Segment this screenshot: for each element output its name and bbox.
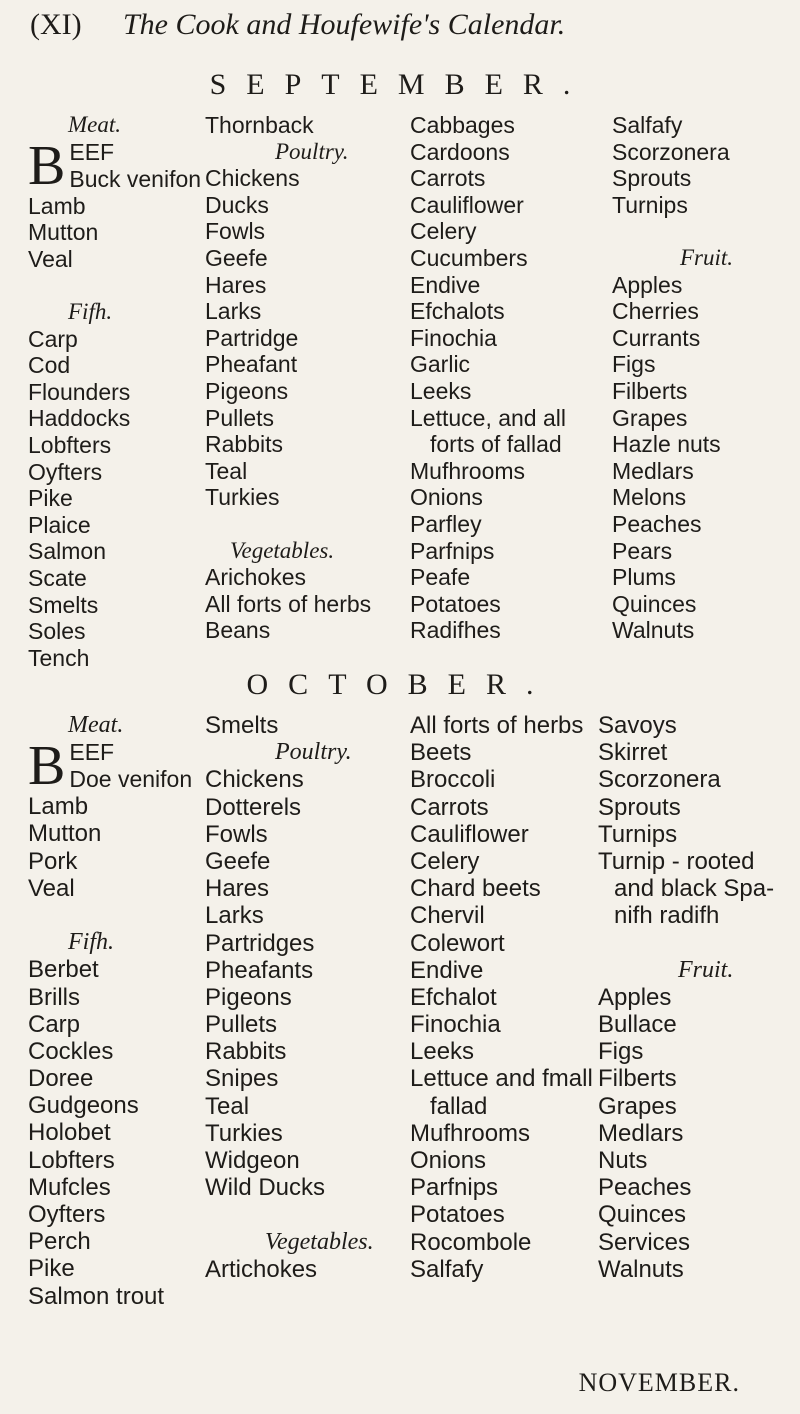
list-item: Efchalot <box>410 983 497 1011</box>
list-item: Quinces <box>612 590 697 617</box>
list-item: Sprouts <box>612 165 692 192</box>
list-item: Parfley <box>410 510 482 537</box>
list-item: Savoys <box>598 712 677 739</box>
list-item: Parfnips <box>410 537 495 564</box>
list-item: Carp <box>28 325 78 352</box>
september-col-vegetables <box>410 112 566 644</box>
vegetables-heading: Vegetables. <box>230 537 335 563</box>
september-title: SEPTEMBER. <box>209 68 591 101</box>
list-item: Cucumbers <box>410 244 528 271</box>
list-item: Walnuts <box>612 617 695 644</box>
list-item: Medlars <box>612 457 694 484</box>
list-item: Services <box>598 1228 691 1256</box>
list-item: Efchalots <box>410 298 505 325</box>
list-item: Plums <box>612 564 676 591</box>
list-item: Peaches <box>598 1174 692 1202</box>
list-item: Cabbages <box>410 112 515 138</box>
list-item: Turkies <box>205 1119 283 1147</box>
list-item: Turnips <box>598 820 678 848</box>
list-item: Smelts <box>205 712 279 739</box>
list-item: Skirret <box>598 739 668 767</box>
list-item: Mufhrooms <box>410 457 526 484</box>
october-col-meat-fish <box>28 712 193 1310</box>
list-item: Grapes <box>598 1092 677 1120</box>
meat-heading: Meat. <box>68 112 122 137</box>
list-item: Gudgeons <box>28 1092 139 1120</box>
list-item: Beets <box>410 739 472 767</box>
drop-cap: B <box>28 134 66 197</box>
list-item: Thornback <box>205 112 314 138</box>
list-item: Leeks <box>410 1038 475 1066</box>
list-item: Geefe <box>205 244 268 271</box>
list-item: Widgeon <box>205 1147 300 1174</box>
list-item: Larks <box>205 902 264 930</box>
list-item: Ducks <box>205 191 269 218</box>
list-item: Veal <box>28 874 75 902</box>
list-item: Turnip - rooted <box>598 847 755 875</box>
vegetables-heading: Vegetables. <box>265 1228 374 1255</box>
list-item: Berbet <box>28 956 99 984</box>
list-item: Flounders <box>28 378 131 405</box>
list-item: Haddocks <box>28 405 131 432</box>
catchword: NOVEMBER. <box>578 1368 740 1397</box>
list-item: Hares <box>205 271 267 298</box>
list-item: Turnips <box>612 191 688 218</box>
list-item: Peaches <box>612 510 702 537</box>
list-item: Cherries <box>612 298 699 325</box>
list-item: Arichokes <box>205 564 306 591</box>
list-item: Oyfters <box>28 1201 106 1228</box>
meat-first-entry <box>28 134 202 197</box>
list-item: and black Spa- <box>614 875 775 903</box>
list-item: Carrots <box>410 793 489 821</box>
october-col-vegetables <box>410 712 593 1283</box>
list-item: Plaice <box>28 511 91 538</box>
list-item: Artichokes <box>205 1255 318 1283</box>
list-item: Salfafy <box>612 112 683 138</box>
list-item: Parfnips <box>410 1174 499 1202</box>
meat-heading: Meat. <box>68 712 124 738</box>
list-item: Apples <box>612 271 683 298</box>
september-col-meat-fish <box>28 112 202 671</box>
list-item: Medlars <box>598 1119 684 1147</box>
list-item: Radifhes <box>410 617 501 644</box>
meat-first-entry <box>28 735 193 798</box>
list-item: Scorzonera <box>612 138 730 165</box>
list-item: Potatoes <box>410 590 501 617</box>
list-item: Garlic <box>410 351 471 378</box>
list-item: Smelts <box>28 591 99 618</box>
list-item: Pullets <box>205 404 275 431</box>
list-item: Salmon trout <box>28 1282 165 1310</box>
list-item: Pike <box>28 485 73 512</box>
list-item: Chervil <box>410 902 485 930</box>
list-item: Cod <box>28 352 71 379</box>
list-item: Turkies <box>205 484 280 511</box>
list-item: Cauliflower <box>410 191 524 218</box>
list-item: Mufcles <box>28 1173 111 1201</box>
fish-heading: Fifh. <box>68 298 113 324</box>
list-item: Chickens <box>205 766 304 794</box>
list-item: Finochia <box>410 324 497 351</box>
list-item: Walnuts <box>598 1255 684 1283</box>
list-item: Onions <box>410 1147 487 1174</box>
list-item: Scate <box>28 564 87 591</box>
list-item: Colewort <box>410 929 505 957</box>
first-line: EEF <box>69 739 115 766</box>
list-item: Tench <box>28 644 90 671</box>
list-item: Lamb <box>28 793 89 821</box>
list-item: Bullace <box>598 1011 677 1039</box>
list-item: Endive <box>410 956 484 984</box>
october-title: OCTOBER. <box>246 668 554 701</box>
list-item: Finochia <box>410 1011 501 1039</box>
list-item: Cauliflower <box>410 820 529 848</box>
list-item: Figs <box>612 351 656 378</box>
list-item: Lettuce and fmall <box>410 1065 593 1093</box>
list-item: fallad <box>430 1092 488 1120</box>
list-item: Brills <box>28 983 80 1011</box>
fish-heading: Fifh. <box>68 929 114 956</box>
list-item: Apples <box>598 983 672 1011</box>
list-item: Soles <box>28 618 86 645</box>
list-item: Leeks <box>410 377 472 404</box>
second-line: Doe venifon <box>69 766 193 793</box>
list-item: Salfafy <box>410 1255 484 1283</box>
list-item: Salmon <box>28 538 106 565</box>
list-item: Pears <box>612 537 673 564</box>
list-item: Teal <box>205 1092 250 1120</box>
list-item: Sprouts <box>598 793 681 821</box>
fruit-heading: Fruit. <box>678 956 734 983</box>
list-item: Perch <box>28 1228 91 1256</box>
list-item: Filberts <box>598 1065 677 1093</box>
october-col-poultry <box>205 712 374 1283</box>
list-item: Doree <box>28 1065 94 1093</box>
poultry-heading: Poultry. <box>275 739 352 766</box>
list-item: Rabbits <box>205 431 283 458</box>
list-item: Chard beets <box>410 875 541 903</box>
list-item: Pheafants <box>205 956 314 984</box>
first-line: EEF <box>69 138 115 165</box>
list-item: Celery <box>410 218 477 245</box>
list-item: Figs <box>598 1038 644 1066</box>
list-item: Celery <box>410 847 480 875</box>
list-item: Carrots <box>410 165 486 192</box>
fruit-heading: Fruit. <box>680 244 734 270</box>
list-item: Oyfters <box>28 458 103 485</box>
list-item: Chickens <box>205 165 300 192</box>
list-item: Partridge <box>205 324 299 351</box>
list-item: Rocombole <box>410 1228 532 1256</box>
list-item: Wild Ducks <box>205 1174 326 1202</box>
list-item: Peafe <box>410 564 471 591</box>
list-item: Hazle nuts <box>612 431 721 458</box>
list-item: Nuts <box>598 1147 648 1174</box>
drop-cap: B <box>28 735 66 798</box>
list-item: Mutton <box>28 219 99 246</box>
list-item: Onions <box>410 484 483 511</box>
list-item: Pigeons <box>205 377 289 404</box>
list-item: Hares <box>205 875 270 903</box>
list-item: Grapes <box>612 404 688 431</box>
list-item: Fowls <box>205 820 268 848</box>
list-item: Teal <box>205 457 248 484</box>
list-item: Carp <box>28 1010 81 1038</box>
list-item: Pullets <box>205 1011 278 1039</box>
list-item: Geefe <box>205 847 271 875</box>
list-item: Lobfters <box>28 431 112 458</box>
list-item: nifh radifh <box>614 902 720 930</box>
list-item: Endive <box>410 271 481 298</box>
list-item: forts of fallad <box>430 431 562 458</box>
list-item: Fowls <box>205 218 266 245</box>
list-item: Veal <box>28 245 73 272</box>
list-item: Beans <box>205 617 271 644</box>
list-item: Lobfters <box>28 1146 115 1174</box>
list-item: Rabbits <box>205 1038 287 1066</box>
list-item: Larks <box>205 298 262 325</box>
list-item: Pike <box>28 1255 75 1283</box>
list-item: Mutton <box>28 820 102 848</box>
second-line: Buck venifon <box>69 165 202 192</box>
list-item: Pork <box>28 847 78 875</box>
list-item: Scorzonera <box>598 766 721 794</box>
list-item: Cockles <box>28 1037 114 1065</box>
list-item: Cardoons <box>410 138 510 165</box>
list-item: Mufhrooms <box>410 1119 531 1147</box>
list-item: All forts of herbs <box>410 712 584 739</box>
list-item: Lettuce, and all <box>410 404 567 431</box>
list-item: All forts of herbs <box>205 590 372 617</box>
list-item: Melons <box>612 484 687 511</box>
list-item: Broccoli <box>410 766 496 794</box>
poultry-heading: Poultry. <box>275 138 349 164</box>
list-item: Snipes <box>205 1065 279 1093</box>
october-col-fruit <box>598 712 774 1283</box>
list-item: Filberts <box>612 377 688 404</box>
list-item: Dotterels <box>205 793 302 821</box>
list-item: Quinces <box>598 1201 687 1229</box>
page-header <box>30 8 770 58</box>
september-col-poultry <box>205 112 371 644</box>
list-item: Pheafant <box>205 351 298 378</box>
list-item: Lamb <box>28 192 86 219</box>
list-item: Currants <box>612 324 701 351</box>
list-item: Potatoes <box>410 1201 505 1229</box>
page-number: (XI) <box>30 8 82 41</box>
running-title: The Cook and Houfewife's Calendar. <box>123 8 566 41</box>
list-item: Pigeons <box>205 983 292 1011</box>
list-item: Partridges <box>205 929 315 957</box>
september-col-fruit <box>612 112 733 644</box>
list-item: Holobet <box>28 1119 111 1147</box>
